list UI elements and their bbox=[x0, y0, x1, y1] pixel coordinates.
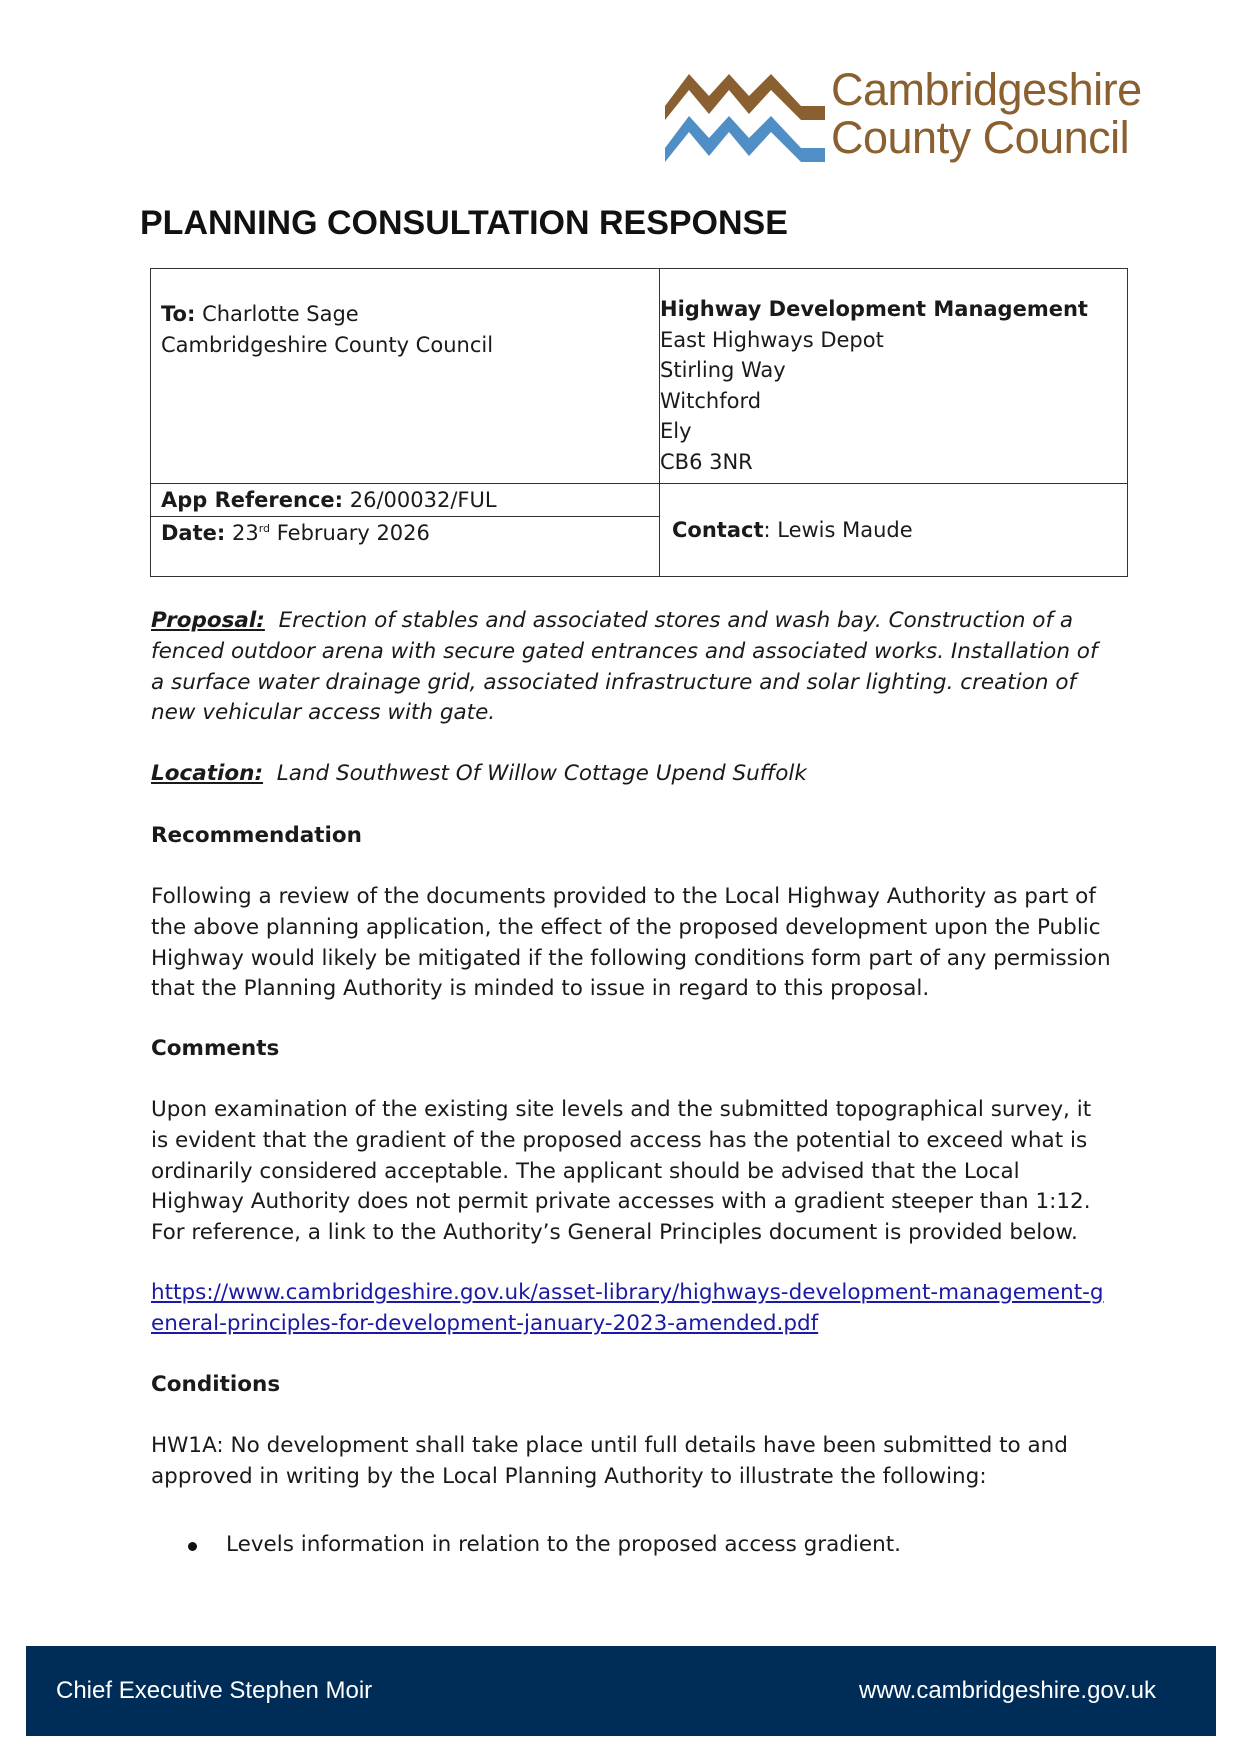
app-reference-cell bbox=[151, 484, 660, 517]
location-section bbox=[151, 759, 1111, 790]
recommendation-text: Following a review of the documents provided to the Local Highway Authority as part of the above planning application, the effect of the proposed development upon the Public Highway would likely be mitigated if the following conditions form part of any permission that the Planning Authority is minded to issue in regard to this proposal. bbox=[151, 884, 1111, 1002]
conditions-section bbox=[151, 1431, 1111, 1493]
contact-cell bbox=[660, 484, 1128, 577]
footer-bar bbox=[26, 1646, 1216, 1736]
contact-value: : Lewis Maude bbox=[763, 517, 913, 542]
address-line: Stirling Way bbox=[660, 358, 786, 382]
footer-website: www.cambridgeshire.gov.uk bbox=[858, 1677, 1156, 1704]
proposal-label: Proposal: bbox=[151, 608, 265, 633]
address-line: Ely bbox=[660, 419, 692, 443]
location-text: Land Southwest Of Willow Cottage Upend Suffolk bbox=[276, 761, 807, 786]
date-label: Date: bbox=[161, 520, 226, 545]
logo-line-1: Cambridgeshire bbox=[831, 64, 1142, 115]
comments-text: Upon examination of the existing site levels and the submitted topographical survey, it is evident that the gradient of the proposed access has the potential to exceed what is ordinarily considered acceptable. The applicant should be advised that the Local Highway Authority does not permit private accesses with a gradient steeper than 1:12. For reference, a link to the Authority’s General Principles document is provided below. bbox=[151, 1097, 1092, 1246]
date-day: 23 bbox=[231, 520, 259, 545]
conditions-heading-text: Conditions bbox=[151, 1372, 281, 1397]
conditions-text: HW1A: No development shall take place until full details have been submitted to and approved in writing by the Local Planning Authority to illustrate the following: bbox=[151, 1433, 1068, 1489]
logo-mountains-icon bbox=[665, 68, 825, 162]
department-title: Highway Development Management bbox=[660, 297, 1088, 321]
address-line: East Highways Depot bbox=[660, 327, 884, 352]
recommendation-heading bbox=[151, 821, 1111, 852]
app-reference-label: App Reference: bbox=[161, 488, 344, 512]
link-section bbox=[151, 1278, 1111, 1340]
proposal-section bbox=[151, 606, 1111, 729]
comments-heading-text: Comments bbox=[151, 1036, 280, 1061]
header-info-table bbox=[150, 268, 1128, 577]
page-title: PLANNING CONSULTATION RESPONSE bbox=[140, 204, 788, 242]
general-principles-link[interactable]: https://www.cambridgeshire.gov.uk/asset-library/highways-development-management-general-principles-for-development-january-2023-amended.pdf bbox=[151, 1280, 1104, 1336]
recipient-cell bbox=[151, 269, 660, 484]
footer-chief-executive: Chief Executive Stephen Moir bbox=[56, 1677, 373, 1704]
address-line: Witchford bbox=[660, 388, 762, 413]
comments-section bbox=[151, 1095, 1111, 1249]
comments-heading bbox=[151, 1034, 1111, 1065]
council-logo bbox=[665, 64, 1142, 176]
bullet-dot-icon bbox=[188, 1542, 197, 1551]
date-suffix: rd bbox=[258, 521, 271, 535]
app-reference-value: 26/00032/FUL bbox=[349, 488, 497, 512]
recommendation-section bbox=[151, 882, 1111, 1005]
contact-label: Contact bbox=[672, 517, 764, 542]
to-label: To: bbox=[161, 302, 196, 326]
proposal-text: Erection of stables and associated stores and wash bay. Construction of a fenced outdoor arena with secure gated entrances and associated works. Installation of a surface water drainage grid, associated infrastructure and solar lighting. creation of new vehicular access with gate. bbox=[151, 608, 1098, 726]
conditions-heading bbox=[151, 1370, 1111, 1401]
date-rest: February 2026 bbox=[276, 520, 430, 545]
to-name: Charlotte Sage bbox=[202, 302, 359, 326]
logo-line-2: County Council bbox=[831, 112, 1130, 163]
to-org: Cambridgeshire County Council bbox=[161, 332, 494, 357]
department-address-cell bbox=[660, 269, 1128, 484]
condition-bullet-text: Levels information in relation to the proposed access gradient. bbox=[226, 1532, 902, 1557]
location-label: Location: bbox=[151, 761, 264, 786]
logo-wordmark bbox=[831, 66, 1142, 162]
date-cell bbox=[151, 516, 660, 576]
recommendation-heading-text: Recommendation bbox=[151, 823, 362, 848]
address-line: CB6 3NR bbox=[660, 449, 753, 474]
